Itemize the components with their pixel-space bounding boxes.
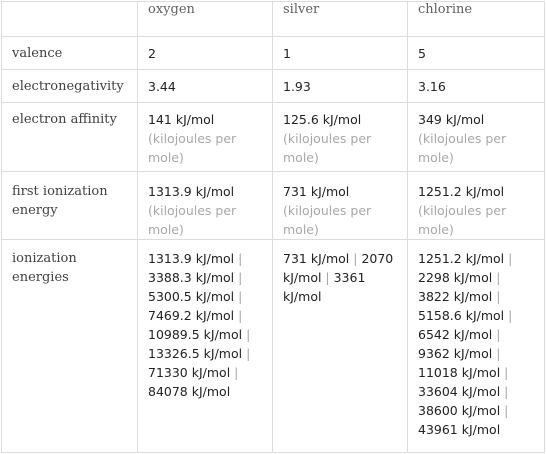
table-row-electronegativity — [2, 70, 545, 103]
column-header-chlorine: chlorine — [408, 2, 545, 37]
value-separator: | — [234, 251, 243, 266]
row-header-electron-affinity: electron affinity — [2, 103, 138, 172]
electronegativity-chlorine: 3.16 — [408, 70, 545, 103]
value-separator: | — [234, 270, 243, 285]
unit-note: (kilojoules per mole) — [283, 203, 372, 237]
value-separator: | — [500, 365, 509, 380]
ionization-energy-value: 731 kJ/mol — [283, 251, 350, 266]
row-header-electronegativity: electronegativity — [2, 70, 138, 103]
row-header-valence: valence — [2, 37, 138, 70]
electron-affinity-chlorine-value: 349 kJ/mol — [418, 112, 485, 127]
first-ionization-silver-value: 731 kJ/mol — [283, 184, 350, 199]
value-separator: | — [492, 289, 501, 304]
ionization-energy-value: 2298 kJ/mol — [418, 270, 493, 285]
ionization-energy-value: 84078 kJ/mol — [148, 384, 231, 399]
unit-note: (kilojoules per mole) — [418, 131, 507, 165]
ionization-energy-value: 7469.2 kJ/mol — [148, 308, 235, 323]
table-row-first-ionization-energy — [2, 172, 545, 240]
first-ionization-oxygen-value: 1313.9 kJ/mol — [148, 184, 235, 199]
column-header-oxygen: oxygen — [138, 2, 273, 37]
element-properties-table — [1, 1, 545, 453]
unit-note: (kilojoules per mole) — [148, 131, 237, 165]
unit-note: (kilojoules per mole) — [418, 203, 507, 237]
valence-chlorine: 5 — [408, 37, 545, 70]
electron-affinity-oxygen — [138, 103, 273, 172]
value-separator: | — [234, 289, 243, 304]
value-separator: | — [242, 346, 251, 361]
unit-note: (kilojoules per mole) — [283, 131, 372, 165]
ionization-energy-value: 38600 kJ/mol — [418, 403, 501, 418]
first-ionization-oxygen — [138, 172, 273, 240]
ionization-energy-value: 6542 kJ/mol — [418, 327, 493, 342]
ionization-energies-silver — [273, 240, 408, 453]
ionization-energy-value: 11018 kJ/mol — [418, 365, 501, 380]
value-separator: | — [234, 308, 243, 323]
first-ionization-chlorine — [408, 172, 545, 240]
column-header-silver: silver — [273, 2, 408, 37]
value-separator: | — [492, 346, 501, 361]
ionization-energy-value: 3822 kJ/mol — [418, 289, 493, 304]
electron-affinity-silver-value: 125.6 kJ/mol — [283, 112, 362, 127]
value-separator: | — [321, 270, 334, 285]
ionization-energy-value: 1313.9 kJ/mol — [148, 251, 235, 266]
ionization-energy-value: 13326.5 kJ/mol — [148, 346, 243, 361]
electronegativity-oxygen: 3.44 — [138, 70, 273, 103]
ionization-energies-chlorine — [408, 240, 545, 453]
electron-affinity-oxygen-value: 141 kJ/mol — [148, 112, 215, 127]
value-separator: | — [230, 365, 239, 380]
value-separator: | — [242, 327, 251, 342]
row-header-ionization-energies: ionization energies — [2, 240, 138, 453]
corner-cell — [2, 2, 138, 37]
row-header-first-ionization-energy: first ionization energy — [2, 172, 138, 240]
value-separator: | — [500, 403, 509, 418]
valence-oxygen: 2 — [138, 37, 273, 70]
valence-silver: 1 — [273, 37, 408, 70]
value-separator: | — [492, 270, 501, 285]
ionization-energy-value: 10989.5 kJ/mol — [148, 327, 243, 342]
ionization-energy-value: 2070 kJ/mol — [283, 251, 394, 285]
header-row — [2, 2, 545, 37]
value-separator: | — [504, 251, 513, 266]
value-separator: | — [492, 327, 501, 342]
electronegativity-silver: 1.93 — [273, 70, 408, 103]
first-ionization-silver — [273, 172, 408, 240]
value-separator: | — [504, 308, 513, 323]
ionization-energy-value: 33604 kJ/mol — [418, 384, 501, 399]
ionization-energy-value: 43961 kJ/mol — [418, 422, 501, 437]
ionization-energies-oxygen — [138, 240, 273, 453]
table-row-valence — [2, 37, 545, 70]
unit-note: (kilojoules per mole) — [148, 203, 237, 237]
table-row-electron-affinity — [2, 103, 545, 172]
electron-affinity-silver — [273, 103, 408, 172]
table-row-ionization-energies — [2, 240, 545, 453]
electron-affinity-chlorine — [408, 103, 545, 172]
ionization-energy-value: 3388.3 kJ/mol — [148, 270, 235, 285]
ionization-energy-value: 5300.5 kJ/mol — [148, 289, 235, 304]
ionization-energy-value: 71330 kJ/mol — [148, 365, 231, 380]
ionization-energy-value: 5158.6 kJ/mol — [418, 308, 505, 323]
ionization-energy-value: 9362 kJ/mol — [418, 346, 493, 361]
ionization-energy-value: 3361 kJ/mol — [283, 270, 366, 304]
value-separator: | — [500, 384, 509, 399]
ionization-energy-value: 1251.2 kJ/mol — [418, 251, 505, 266]
value-separator: | — [349, 251, 362, 266]
first-ionization-chlorine-value: 1251.2 kJ/mol — [418, 184, 505, 199]
